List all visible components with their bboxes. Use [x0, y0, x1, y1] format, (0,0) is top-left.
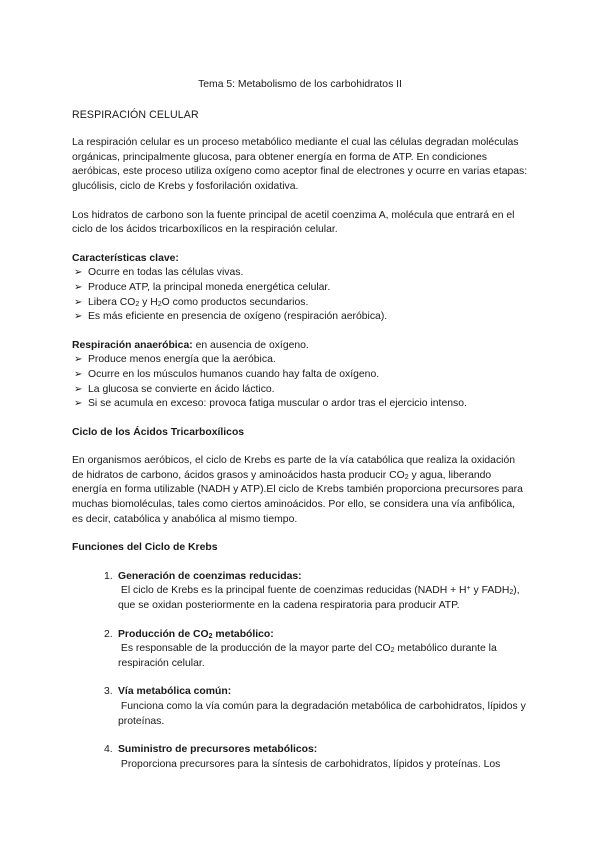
- arrow-bullet-icon: ➢: [74, 296, 83, 308]
- list-item: ➢ Ocurre en todas las células vivas.: [72, 266, 528, 281]
- function-text: Proporciona precursores para la síntesis de carbohidratos, lípidos y proteínas. Los: [120, 758, 501, 770]
- arrow-bullet-icon: ➢: [74, 267, 83, 279]
- functions-heading: Funciones del Ciclo de Krebs: [72, 542, 218, 554]
- function-text: El ciclo de Krebs es la principal fuente de coenzimas reducidas (NADH + H+ y $FADH_2$), que se oxidan posteriormente en la cadena respiratoria para producir ATP.: [118, 585, 520, 612]
- arrow-bullet-icon: ➢: [74, 398, 83, 410]
- list-item: ➢ Ocurre en los músculos humanos cuando hay falta de oxígeno.: [72, 368, 528, 383]
- key-features-heading: Características clave:: [72, 252, 179, 264]
- arrow-bullet-icon: ➢: [74, 354, 83, 366]
- functions-list: [72, 570, 528, 773]
- arrow-bullet-icon: ➢: [74, 383, 83, 395]
- anaerobic-list: [72, 353, 528, 411]
- list-item: ➢ Produce ATP, la principal moneda energética celular.: [72, 281, 528, 296]
- arrow-bullet-icon: ➢: [74, 368, 83, 380]
- function-item-1: [104, 570, 528, 614]
- key-features-list: [72, 266, 528, 324]
- function-text: Es responsable de la producción de la mayor parte del $CO_2$ metabólico durante la respiración celular.: [118, 643, 497, 669]
- item-number: 2.: [104, 628, 113, 640]
- document-title: Tema 5: Metabolismo de los carbohidratos II: [198, 79, 402, 90]
- anaerobic-heading: Respiración anaeróbica: en ausencia de oxígeno.: [72, 339, 309, 351]
- function-title: Generación de coenzimas reducidas:: [118, 570, 302, 582]
- krebs-cycle-heading: Ciclo de los Ácidos Tricarboxílicos: [72, 426, 245, 438]
- arrow-bullet-icon: ➢: [74, 281, 83, 293]
- item-number: 4.: [104, 744, 113, 756]
- function-title: Suministro de precursores metabólicos:: [118, 744, 318, 756]
- intro-paragraph-1: La respiración celular es un proceso metabólico mediante el cual las células degradan moléculas orgánicas, principalmente glucosa, para obtener energía en forma de ATP. En condiciones aeróbicas, este proceso utiliza oxígeno como aceptor final de electrones y ocurre en varias etapas: glucólisis, ciclo de Krebs y fosforilación oxidativa.: [72, 137, 528, 192]
- list-item: ➢ Libera $CO_2$ y $H_2O$ como productos secundarios.: [72, 296, 528, 311]
- list-item: ➢ La glucosa se convierte en ácido láctico.: [72, 383, 528, 398]
- function-item-4: [104, 743, 528, 772]
- list-item: ➢ Es más eficiente en presencia de oxígeno (respiración aeróbica).: [72, 310, 528, 325]
- function-text: Funciona como la vía común para la degradación metabólica de carbohidratos, lípidos y proteínas.: [118, 701, 526, 727]
- list-item: ➢ Produce menos energía que la aeróbica.: [72, 353, 528, 368]
- section-heading: RESPIRACIÓN CELULAR: [72, 108, 199, 121]
- krebs-cycle-paragraph: En organismos aeróbicos, el ciclo de Krebs es parte de la vía catabólica que realiza la oxidación de hidratos de carbono, ácidos grasos y aminoácidos hasta producir $CO_2$ y agua, liberando energía en forma utilizable (NADH y ATP).El ciclo de Krebs también proporciona precursores para muchas biomoléculas, tales como ciertos aminoácidos. Por ello, se considera una vía anfibólica, es decir, catabólica y anabólica al mismo tiempo.: [72, 455, 523, 525]
- arrow-bullet-icon: ➢: [74, 311, 83, 323]
- function-title: Producción de $CO_2$ metabólico:: [118, 628, 274, 640]
- item-number: 1.: [104, 570, 113, 582]
- list-item: ➢ Si se acumula en exceso: provoca fatiga muscular o ardor tras el ejercicio intenso.: [72, 397, 528, 412]
- function-item-3: [104, 685, 528, 729]
- intro-paragraph-2: Los hidratos de carbono son la fuente principal de acetil coenzima A, molécula que entrará en el ciclo de los ácidos tricarboxílicos en la respiración celular.: [72, 209, 515, 236]
- function-item-2: [104, 628, 528, 672]
- function-title: Vía metabólica común:: [118, 686, 232, 698]
- item-number: 3.: [104, 686, 113, 698]
